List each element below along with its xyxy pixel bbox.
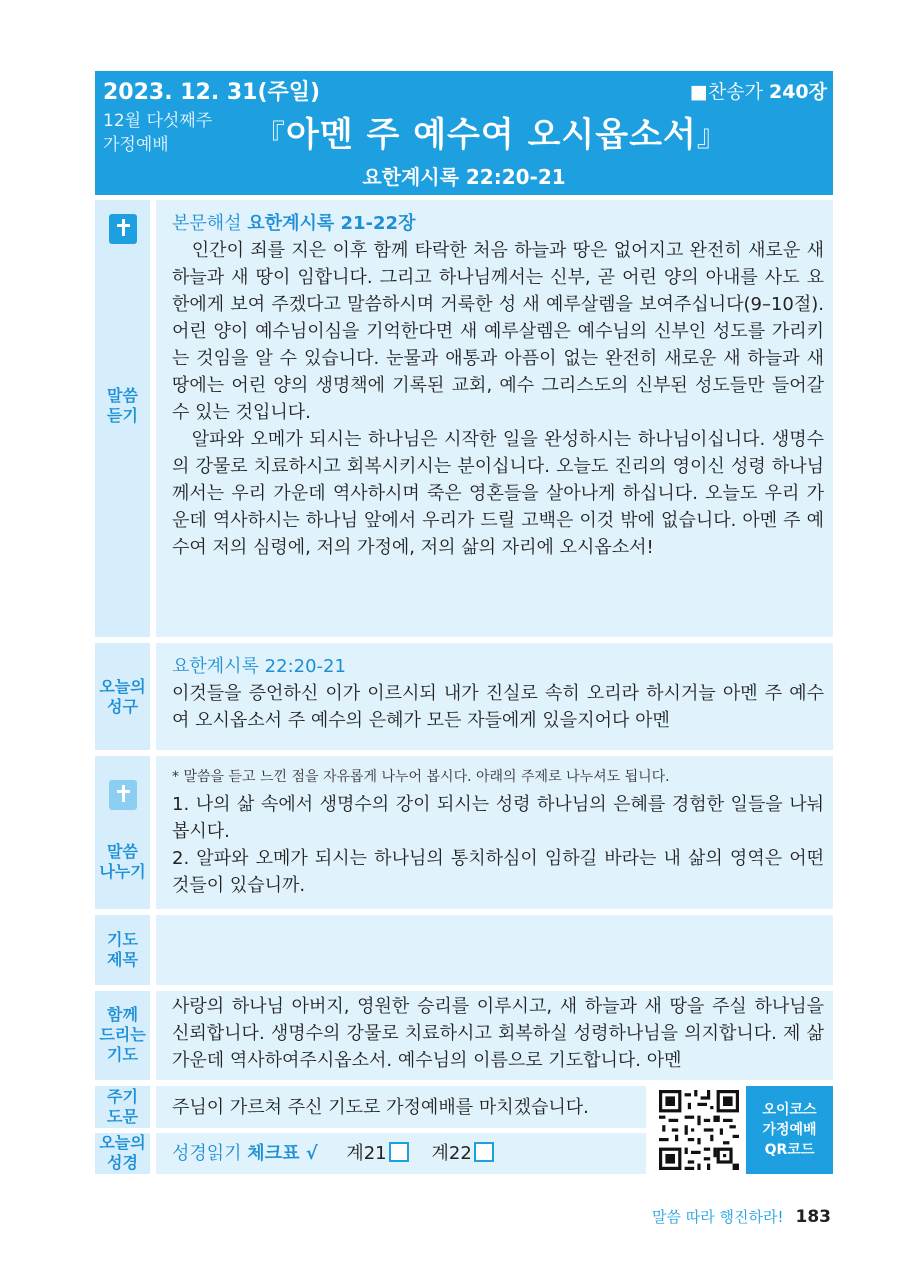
lords-prayer-text: 주님이 가르쳐 주신 기도로 가정예배를 마치겠습니다. xyxy=(172,1097,589,1118)
worship-week: 12월 다섯째주 가정예배 xyxy=(103,111,213,155)
verse-reference: 요한계시록 22:20-21 xyxy=(172,656,346,677)
lords-prayer-box xyxy=(156,1086,646,1128)
worship-date: 2023. 12. 31(주일) xyxy=(103,80,321,105)
verse-text: 이것들을 증언하신 이가 이르시되 내가 진실로 속히 오리라 하시거늘 아멘 주 예수여 오시옵소서 주 예수의 은혜가 모든 자들에게 있을지어다 아멘 xyxy=(172,683,824,731)
qr-code[interactable] xyxy=(659,1090,739,1170)
label-share: 말씀 나누기 xyxy=(95,756,150,909)
label-prayer-title: 기도 제목 xyxy=(95,915,150,985)
verse-box xyxy=(156,643,833,750)
header-banner xyxy=(95,71,833,195)
label-listen: 말씀 듣기 xyxy=(95,200,150,637)
scripture-reference: 요한계시록 22:20-21 xyxy=(362,165,566,189)
prayer-text: 사랑의 하나님 아버지, 영원한 승리를 이루시고, 새 하늘과 새 땅을 주실 하나님을 신뢰합니다. 생명수의 강물로 치료하시고 회복하실 성령하나님을 의지합니다. 제 삶 가운데 역사하여주시옵소서. 예수님의 이름으로 기도합니다. 아멘 xyxy=(172,996,824,1071)
hymn-number: ■찬송가 240장 xyxy=(689,81,827,103)
label-lords-prayer: 주기 도문 xyxy=(95,1086,150,1128)
bible-reading-box: 성경읽기 체크표 √ 계21 계22 xyxy=(156,1133,646,1174)
commentary-heading: 본문해설 요한계시록 21-22장 xyxy=(172,213,416,234)
checkbox-rev21[interactable] xyxy=(389,1142,409,1162)
label-verse: 오늘의 성구 xyxy=(95,643,150,750)
prayer-title-box xyxy=(156,915,833,985)
reading-item-rev21[interactable]: 계21 xyxy=(346,1143,408,1164)
prayer-box xyxy=(156,991,833,1080)
reading-item-rev22[interactable]: 계22 xyxy=(432,1143,494,1164)
qr-label: 오이코스 가정예배 QR코드 xyxy=(746,1086,833,1174)
bible-icon xyxy=(109,214,137,244)
checkbox-rev22[interactable] xyxy=(474,1142,494,1162)
page-number: 183 xyxy=(795,1207,831,1227)
commentary-paragraph-1: 인간이 죄를 지은 이후 함께 타락한 처음 하늘과 땅은 없어지고 완전히 새로운 새 하늘과 새 땅이 임합니다. 그리고 하나님께서는 신부, 곧 어린 양의 아내를 사도 요한에게 보여 주겠다고 말씀하시며 거룩한 성 새 예루살렘을 보여주십니다(9–10절). 어린 양이 예수님이심을 기억한다면 새 예루살렘은 예수님의 신부인 성도를 가리키는 것임을 알 수 있습니다. 눈물과 애통과 아픔이 없는 완전히 새로운 새 하늘과 새 땅에는 어린 양의 생명책에 기록된 교회, 예수 그리스도의 신부된 성도들만 들어갈 수 있는 것입니다. xyxy=(172,240,824,423)
share-question-1: 1. 나의 삶 속에서 생명수의 강이 되시는 성령 하나님의 은혜를 경험한 일들을 나눠봅시다. xyxy=(172,794,824,842)
label-today-bible: 오늘의 성경 xyxy=(95,1133,150,1174)
commentary-paragraph-2: 알파와 오메가 되시는 하나님은 시작한 일을 완성하시는 하나님이십니다. 생명수의 강물로 치료하시고 회복시키시는 분이십니다. 오늘도 진리의 영이신 성령 하나님께서는 우리 가운데 역사하시며 죽은 영혼들을 살아나게 하십니다. 오늘도 우리 가운데 역사하시는 하나님 앞에서 우리가 드릴 고백은 이것 밖에 없습니다. 아멘 주 예수여 저의 심령에, 저의 가정에, 저의 삶의 자리에 오시옵소서! xyxy=(172,429,824,558)
share-note: * 말씀을 듣고 느낀 점을 자유롭게 나누어 봅시다. 아래의 주제로 나누셔도 됩니다. xyxy=(172,769,670,785)
label-prayer: 함께 드리는 기도 xyxy=(95,991,150,1080)
commentary-box xyxy=(156,200,833,637)
share-box xyxy=(156,756,833,909)
page-footer xyxy=(652,1206,831,1227)
bible-icon xyxy=(109,780,137,810)
footer-slogan: 말씀 따라 행진하라! xyxy=(652,1208,784,1226)
page-title: 『아멘 주 예수여 오시옵소서』 xyxy=(255,115,728,155)
share-question-2: 2. 알파와 오메가 되시는 하나님의 통치하심이 임하길 바라는 내 삶의 영역은 어떤 것들이 있습니까. xyxy=(172,848,824,896)
